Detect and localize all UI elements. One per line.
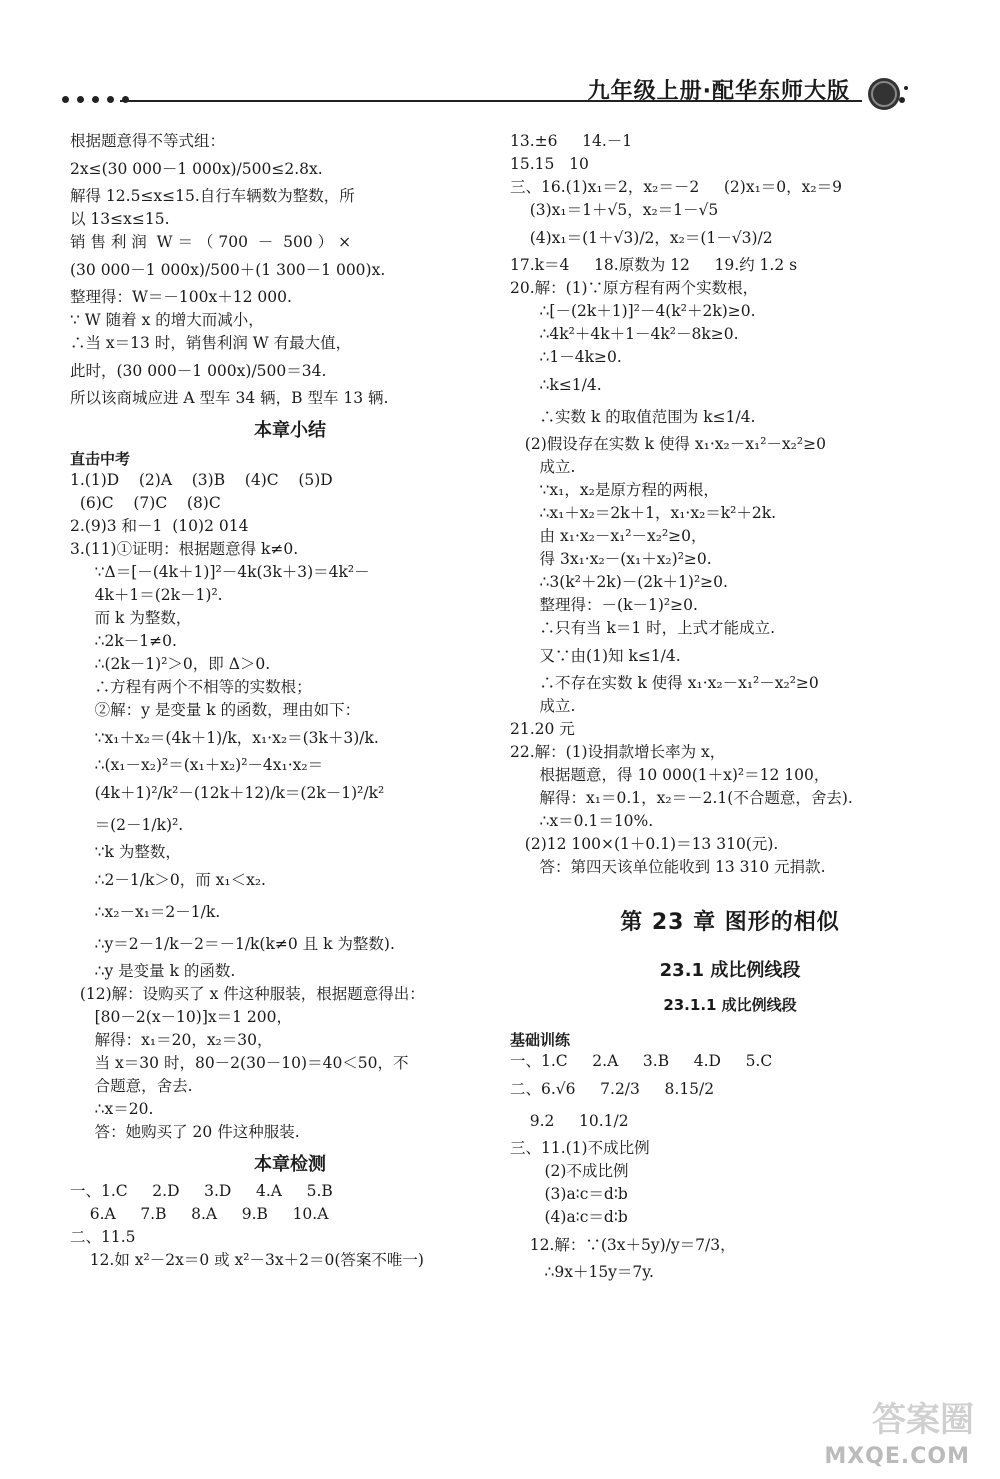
- text-line: ∵x₁＋x₂＝(4k＋1)/k，x₁·x₂＝(3k＋3)/k.: [70, 729, 379, 747]
- section-heading-test: 本章检测: [254, 1154, 326, 1175]
- text-line: 成立.: [510, 697, 576, 715]
- text-line: (30 000－1 000x)/500＋(1 300－1 000)x.: [70, 261, 386, 279]
- text-line: 13.±6 14.－1: [510, 132, 633, 150]
- text-line: 21.20 元: [510, 720, 575, 738]
- text-line: ∴2k－1≠0.: [70, 632, 177, 650]
- text-line: 三、11.(1)不成比例: [510, 1139, 650, 1157]
- right-block-1: [510, 130, 950, 879]
- text-line: 三、16.(1)x₁＝2，x₂＝－2 (2)x₁＝0，x₂＝9: [510, 178, 842, 196]
- text-line: 20.解：(1)∵原方程有两个实数根，: [510, 279, 759, 297]
- text-line: 根据题意得不等式组：: [70, 132, 226, 150]
- text-line: 答：她购买了 20 件这种服装.: [70, 1123, 300, 1141]
- text-line: ∵x₁，x₂是原方程的两根，: [510, 481, 719, 499]
- text-line: ∴实数 k 的取值范围为 k≤1/4.: [510, 408, 756, 426]
- text-line: (4k＋1)²/k²－(12k＋12)/k＝(2k－1)²/k²: [70, 784, 385, 802]
- text-line: ∵Δ＝[－(4k＋1)]²－4k(3k＋3)＝4k²－: [70, 563, 370, 581]
- text-line: 得 3x₁·x₂－(x₁＋x₂)²≥0.: [510, 550, 712, 568]
- chapter-heading: 第 23 章 图形的相似: [620, 910, 840, 935]
- text-line: 2.(9)3 和－1 (10)2 014: [70, 517, 249, 535]
- text-line: 解得：x₁＝20，x₂＝30，: [70, 1031, 273, 1049]
- text-line: ∴y＝2－1/k－2＝－1/k(k≠0 且 k 为整数).: [70, 935, 395, 953]
- right-block-2: [510, 1050, 950, 1284]
- text-line: (2)假设存在实数 k 使得 x₁·x₂－x₁²－x₂²≥0: [510, 435, 826, 453]
- text-line: ∴1－4k≥0.: [510, 348, 622, 366]
- text-line: 22.解：(1)设捐款增长率为 x，: [510, 743, 726, 761]
- text-line: 15.15 10: [510, 155, 589, 173]
- text-line: 此时，(30 000－1 000x)/500＝34.: [70, 362, 327, 380]
- text-line: 9.2 10.1/2: [510, 1112, 629, 1130]
- watermark-url: MXQE.COM: [824, 1444, 970, 1469]
- text-line: 由 x₁·x₂－x₁²－x₂²≥0，: [510, 527, 707, 545]
- left-block-1: [70, 130, 510, 410]
- subheading-training: 基础训练: [510, 1031, 571, 1049]
- left-block-2: [70, 469, 510, 1144]
- text-line: 二、6.√6 7.2/3 8.15/2: [510, 1080, 715, 1098]
- text-line: 以 13≤x≤15.: [70, 210, 170, 228]
- text-line: 整理得：W＝－100x＋12 000.: [70, 288, 292, 306]
- text-line: 根据题意，得 10 000(1＋x)²＝12 100，: [510, 766, 830, 784]
- section-heading: 23.1 成比例线段: [659, 960, 801, 981]
- right-column: [510, 130, 950, 1284]
- subsection-heading: 23.1.1 成比例线段: [663, 996, 797, 1014]
- text-line: (3)x₁＝1＋√5，x₂＝1－√5: [510, 201, 719, 219]
- text-line: ＝(2－1/k)².: [70, 816, 184, 834]
- text-line: ∴x₁＋x₂＝2k＋1，x₁·x₂＝k²＋2k.: [510, 504, 777, 522]
- text-line: 3.(11)①证明：根据题意得 k≠0.: [70, 540, 299, 558]
- text-line: ②解：y 是变量 k 的函数，理由如下：: [70, 701, 361, 719]
- text-line: 而 k 为整数，: [70, 609, 192, 627]
- left-column: [70, 130, 510, 1272]
- text-line: 二、11.5: [70, 1228, 136, 1246]
- text-line: ∴y 是变量 k 的函数.: [70, 962, 236, 980]
- text-line: (2)12 100×(1＋0.1)＝13 310(元).: [510, 835, 779, 853]
- text-line: (2)不成比例: [510, 1162, 629, 1180]
- text-line: 17.k＝4 18.原数为 12 19.约 1.2 s: [510, 256, 798, 274]
- logo-icon: [864, 70, 910, 116]
- text-line: ∴x＝20.: [70, 1100, 154, 1118]
- text-line: ∵k 为整数，: [70, 843, 181, 861]
- text-line: 12.如 x²－2x＝0 或 x²－3x＋2＝0(答案不唯一): [70, 1251, 424, 1269]
- text-line: (3)a∶c＝d∶b: [510, 1185, 628, 1203]
- text-line: 当 x＝30 时，80－2(30－10)＝40＜50，不: [70, 1054, 409, 1072]
- text-line: 又∵由(1)知 k≤1/4.: [510, 647, 681, 665]
- text-line: 解得 12.5≤x≤15.自行车辆数为整数，所: [70, 187, 355, 205]
- section-heading-summary: 本章小结: [254, 420, 326, 441]
- text-line: 1.(1)D (2)A (3)B (4)C (5)D: [70, 471, 333, 489]
- text-line: 销 售 利 润 W ＝ （ 700 － 500 ） ×: [70, 233, 352, 251]
- watermark-logo: 答案圈: [872, 1400, 974, 1440]
- text-line: 一、1.C 2.A 3.B 4.D 5.C: [510, 1052, 773, 1070]
- text-line: ∴当 x＝13 时，销售利润 W 有最大值，: [70, 334, 352, 352]
- text-line: 整理得：－(k－1)²≥0.: [510, 596, 698, 614]
- text-line: ∴不存在实数 k 使得 x₁·x₂－x₁²－x₂²≥0: [510, 674, 819, 692]
- text-line: ∴9x＋15y＝7y.: [510, 1263, 654, 1281]
- text-line: 答：第四天该单位能收到 13 310 元捐款.: [510, 858, 826, 876]
- text-line: 一、1.C 2.D 3.D 4.A 5.B: [70, 1182, 333, 1200]
- text-line: ∵ W 随着 x 的增大而减小，: [70, 311, 264, 329]
- text-line: 所以该商城应进 A 型车 34 辆，B 型车 13 辆.: [70, 389, 389, 407]
- text-line: 4k＋1＝(2k－1)².: [70, 586, 223, 604]
- text-line: 2x≤(30 000－1 000x)/500≤2.8x.: [70, 160, 323, 178]
- text-line: ∴k≤1/4.: [510, 376, 602, 394]
- text-line: ∴[－(2k＋1)]²－4(k²＋2k)≥0.: [510, 302, 756, 320]
- text-line: ∴(x₁－x₂)²＝(x₁＋x₂)²－4x₁·x₂＝: [70, 756, 324, 774]
- text-line: ∴3(k²＋2k)－(2k＋1)²≥0.: [510, 573, 728, 591]
- left-block-3: [70, 1180, 510, 1272]
- header-title: 九年级上册·配华东师大版: [587, 79, 850, 104]
- header-dots: [62, 96, 129, 103]
- text-line: ∴4k²＋4k＋1－4k²－8k≥0.: [510, 325, 739, 343]
- text-line: [80－2(x－10)]x＝1 200，: [70, 1008, 292, 1026]
- text-line: 合题意，舍去.: [70, 1077, 193, 1095]
- text-line: 成立.: [510, 458, 576, 476]
- text-line: (12)解：设购买了 x 件这种服装，根据题意得出：: [70, 985, 425, 1003]
- text-line: ∴(2k－1)²＞0，即 Δ＞0.: [70, 655, 271, 673]
- text-line: ∴2－1/k＞0，而 x₁＜x₂.: [70, 871, 266, 889]
- text-line: (4)a∶c＝d∶b: [510, 1208, 628, 1226]
- text-line: (6)C (7)C (8)C: [70, 494, 221, 512]
- text-line: 12.解：∵(3x＋5y)/y＝7/3，: [510, 1236, 736, 1254]
- text-line: 解得：x₁＝0.1，x₂＝－2.1(不合题意，舍去).: [510, 789, 853, 807]
- text-line: ∴x₂－x₁＝2－1/k.: [70, 903, 221, 921]
- text-line: ∴方程有两个不相等的实数根；: [70, 678, 312, 696]
- text-line: ∴x＝0.1＝10%.: [510, 812, 654, 830]
- subheading-exam: 直击中考: [70, 450, 131, 468]
- text-line: (4)x₁＝(1＋√3)/2，x₂＝(1－√3)/2: [510, 229, 773, 247]
- text-line: ∴只有当 k＝1 时，上式才能成立.: [510, 619, 776, 637]
- text-line: 6.A 7.B 8.A 9.B 10.A: [70, 1205, 329, 1223]
